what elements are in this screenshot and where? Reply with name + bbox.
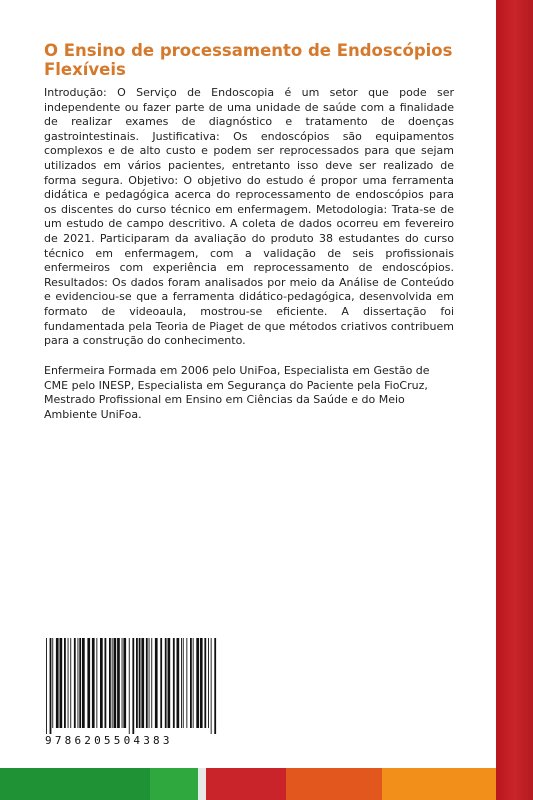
bottom-color-stripe <box>0 768 496 800</box>
isbn-digits: 9786205504383 <box>45 734 173 747</box>
stripe-green-light <box>150 768 198 800</box>
book-title: O Ensino de processamento de Endoscópios Flexíveis <box>44 41 453 79</box>
stripe-red <box>206 768 286 800</box>
author-bio: Enfermeira Formada em 2006 pelo UniFoa, Especialista em Gestão de CME pelo INESP, Especialista em Segurança do Paciente pela FioCruz, Mestrado Profissional em Ensino em Ciências da Saúde e do Meio Ambiente UniFoa. <box>44 364 430 421</box>
abstract-text: Introdução: O Serviço de Endoscopia é um setor que pode ser independente ou fazer parte de uma unidade de saúde com a finalidade de realizar exames de diagnóstico e tratamento de doenças gastrointestinais. Justificativa: Os endoscópios são equipamentos complexos e de alto custo e podem ser reprocessados para que sejam utilizados em vários pacientes, entretanto isso deve ser realizado de forma segura. Objetivo: O objetivo do estudo é propor uma ferramenta didática e pedagógica acerca do reprocessamento de endoscópios para os discentes do curso técnico em enfermagem. Metodologia: Trata-se de um estudo de campo descritivo. A coleta de dados ocorreu em fevereiro de 2021. Participaram da avaliação do produto 38 estudantes do curso técnico em enfermagem, com a validação de seis profissionais enfermeiros com experiência em reprocessamento de endoscópios. Resultados: Os dados foram analisados por meio da Análise de Conteúdo e evidenciou-se que a ferramenta didático-pedagógica, desenvolvida em formato de videoaula, mostrou-se eficiente. A dissertação foi fundamentada pela Teoria de Piaget de que métodos criativos contribuem para a construção do conhecimento. <box>44 86 454 348</box>
barcode-icon <box>44 638 224 734</box>
stripe-green-dark <box>0 768 150 800</box>
barcode <box>38 636 230 748</box>
stripe-orange <box>286 768 382 800</box>
stripe-yellow <box>382 768 496 800</box>
book-spine <box>496 0 533 800</box>
stripe-white <box>198 768 206 800</box>
